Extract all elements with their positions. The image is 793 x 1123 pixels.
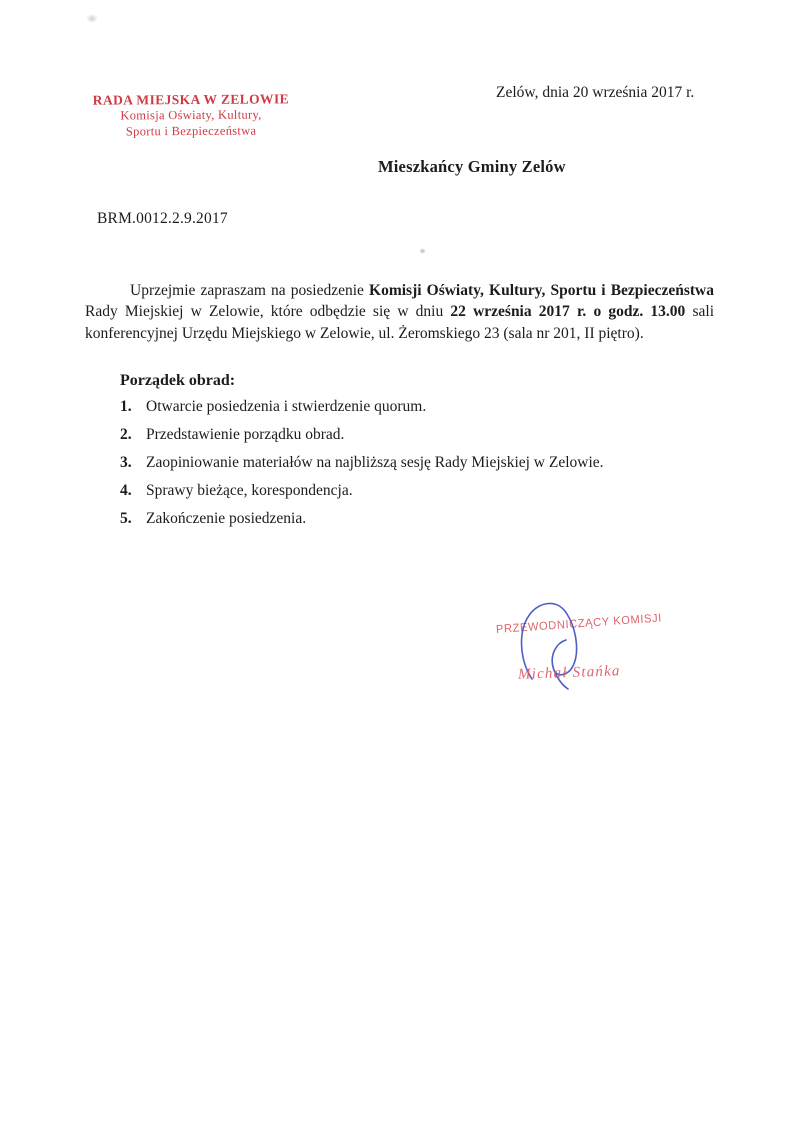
paragraph-segment: Uprzejmie zapraszam na posiedzenie — [130, 281, 370, 299]
stamp-committee-name-line1: Komisja Oświaty, Kultury, — [120, 107, 262, 123]
chairman-name-stamp: Michał Stańka — [517, 663, 621, 683]
agenda-item-text: Przedstawienie porządku obrad. — [146, 426, 345, 443]
stamp-committee-name-line2: Sportu i Bezpieczeństwa — [125, 123, 257, 138]
agenda-item-number: 1. — [120, 398, 132, 415]
agenda-item-text: Zakończenie posiedzenia. — [146, 510, 307, 527]
paragraph-segment-committee-name: Komisji Oświaty, Kultury, Sportu i Bezpieczeństwa — [369, 281, 714, 299]
agenda-item-text: Otwarcie posiedzenia i stwierdzenie quorum. — [146, 398, 427, 415]
stamp-council-name: RADA MIEJSKA W ZELOWIE — [92, 91, 290, 108]
agenda-item-number: 2. — [120, 426, 132, 443]
paragraph-segment: sali konferencyjnej Urzędu Miejskiego w Zelowie, ul. Żeromskiego 23 (sala nr 201, II piętro). — [85, 303, 715, 342]
agenda-item — [120, 452, 695, 473]
paragraph-segment-meeting-date: 22 września 2017 r. — [450, 303, 587, 320]
agenda-list — [120, 396, 695, 536]
agenda-item — [120, 480, 695, 501]
paragraph-segment-meeting-time: o godz. 13.00 — [593, 303, 686, 320]
paragraph-segment: Rady Miejskiej w Zelowie, które odbędzie się w dniu — [85, 303, 451, 320]
scan-smudge-middle — [419, 248, 426, 254]
addressee-heading: Mieszkańcy Gminy Zelów — [378, 157, 566, 176]
agenda-item-number: 3. — [120, 454, 132, 471]
agenda-item-number: 4. — [120, 482, 132, 499]
chairman-title-stamp: PRZEWODNICZĄCY KOMISJI — [495, 612, 663, 636]
dateline: Zelów, dnia 20 września 2017 r. — [496, 84, 695, 101]
agenda-heading: Porządek obrad: — [120, 372, 236, 389]
council-committee-stamp — [86, 91, 296, 139]
agenda-item-text: Zaopiniowanie materiałów na najbliższą sesję Rady Miejskiej w Zelowie. — [146, 454, 604, 471]
agenda-item-number: 5. — [120, 510, 132, 527]
scan-smudge-top — [86, 14, 98, 23]
agenda-item — [120, 424, 695, 445]
reference-number: BRM.0012.2.9.2017 — [97, 210, 228, 227]
agenda-item-text: Sprawy bieżące, korespondencja. — [146, 482, 353, 499]
agenda-item — [120, 508, 695, 529]
invitation-paragraph — [85, 280, 714, 345]
agenda-item — [120, 396, 695, 417]
